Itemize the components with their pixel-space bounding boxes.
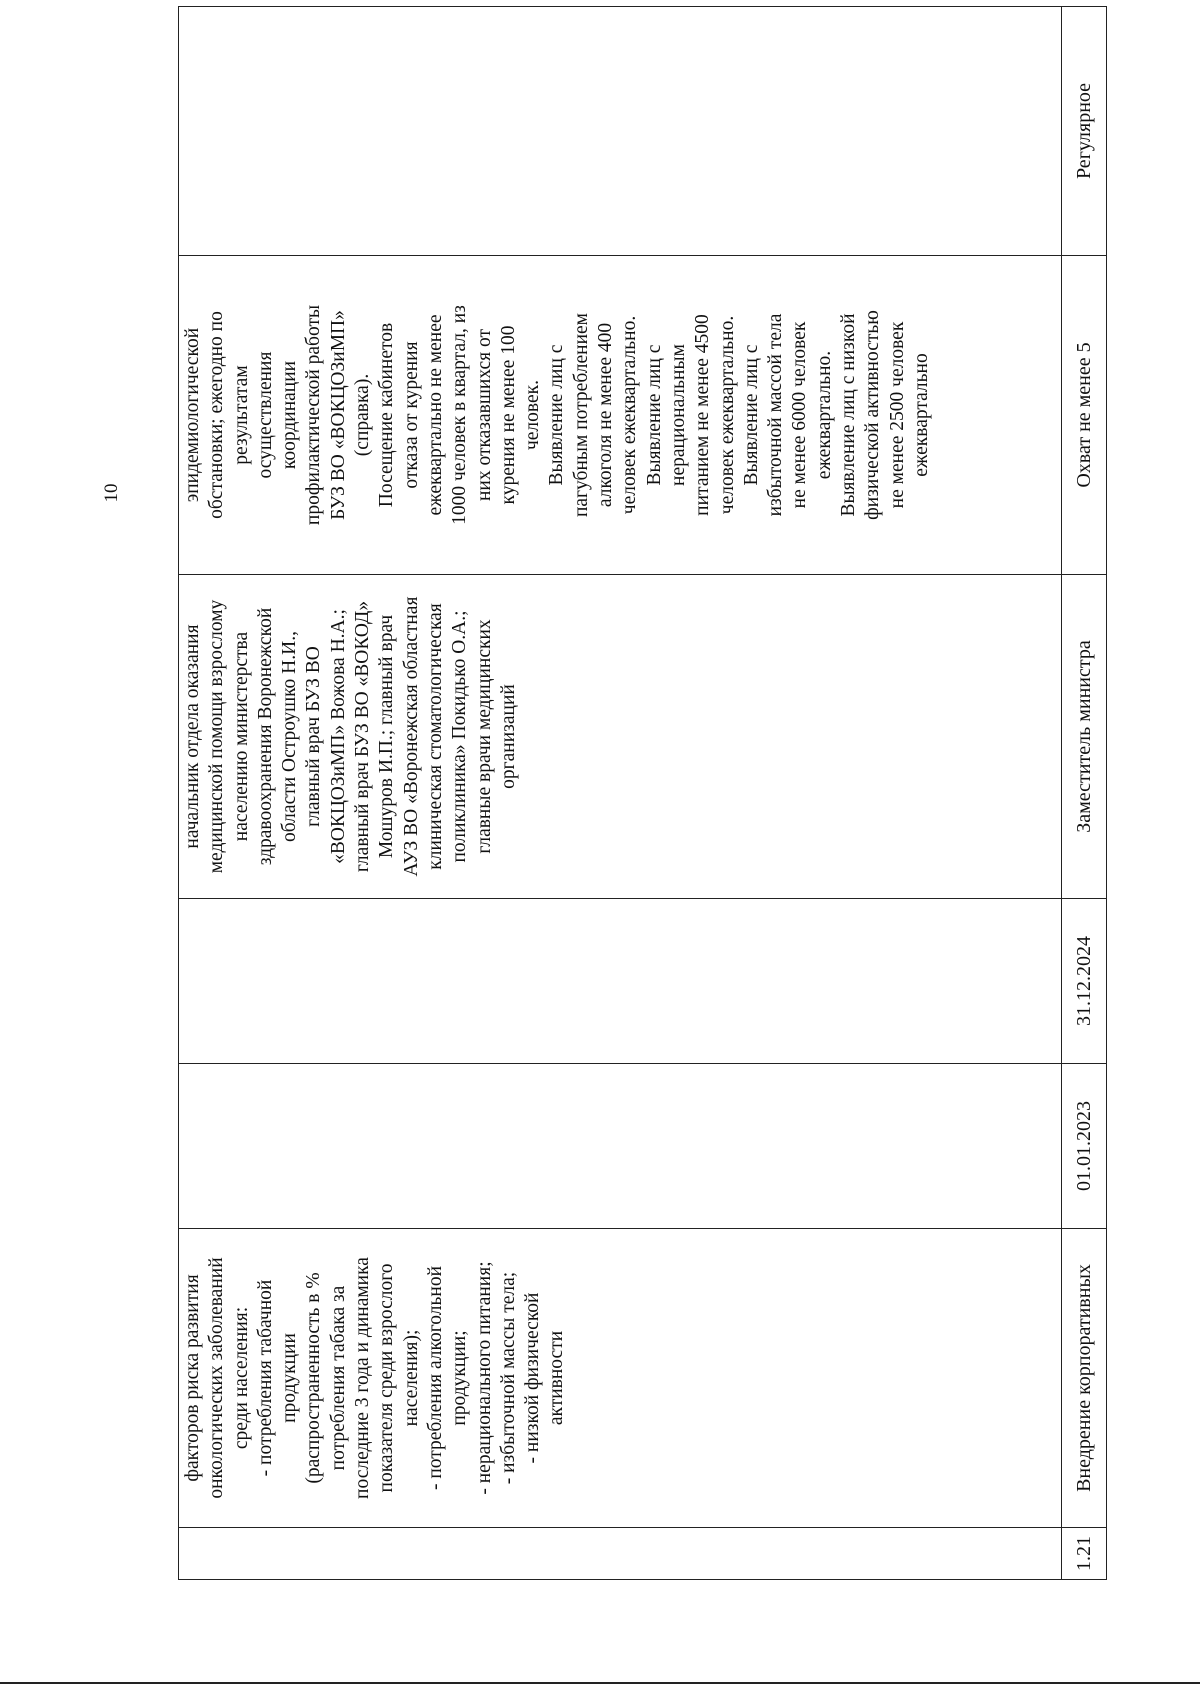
- text-line: главный врач БУЗ ВО «ВОКОД»: [352, 600, 374, 873]
- text-line: Выявление лиц с: [643, 344, 665, 486]
- text-line: нерациональным: [667, 344, 689, 486]
- cell-activity-name: Внедрение корпоративных: [1062, 1229, 1107, 1528]
- text-line: (распространенность в %: [303, 1272, 325, 1484]
- text-line: области Остроушко Н.И.,: [279, 631, 301, 842]
- page-number: 10: [101, 483, 122, 503]
- text-line: клиническая стоматологическая: [424, 603, 446, 870]
- text-line: населению министерства: [230, 631, 252, 842]
- page-bottom-rule: [0, 1682, 1200, 1684]
- text-line: человек ежеквартально.: [716, 315, 738, 515]
- text-line: не менее 6000 человек: [789, 321, 811, 509]
- cell-end-date: [179, 899, 1062, 1064]
- text-line: пагубным потреблением: [570, 312, 592, 518]
- text-line: медицинской помощи взрослому: [206, 599, 228, 874]
- cell-responsible: [179, 575, 1062, 899]
- text-line: осуществления: [254, 351, 276, 479]
- responsible-lines: [181, 579, 521, 894]
- text-line: результатам: [230, 365, 252, 465]
- text-line: избыточной массой тела: [765, 313, 787, 517]
- text-line: - избыточной массы тела;: [497, 1271, 519, 1485]
- result-lines: [181, 260, 934, 570]
- cell-end-date: 31.12.2024: [1062, 899, 1107, 1064]
- text-line: ежеквартально.: [813, 350, 835, 480]
- cell-start-date: [179, 1064, 1062, 1229]
- text-line: активности: [546, 1330, 568, 1426]
- text-line: (справка).: [352, 373, 374, 457]
- text-line: алкоголя не менее 400: [595, 322, 617, 508]
- text-line: потребления табака за: [327, 1285, 349, 1471]
- text-line: Мошуров И.П.; главный врач: [376, 614, 398, 859]
- text-line: 1000 человек в квартал, из: [449, 305, 471, 525]
- text-line: питанием не менее 4500: [692, 314, 714, 516]
- cell-periodicity: [179, 7, 1062, 256]
- text-line: ежеквартально не менее: [424, 314, 446, 516]
- text-line: поликлиника» Покидько О.А.;: [449, 610, 471, 863]
- cell-result: Охват не менее 5: [1062, 256, 1107, 575]
- text-line: - низкой физической: [522, 1292, 544, 1464]
- activity-name-lines: [181, 1233, 570, 1523]
- text-line: не менее 2500 человек: [886, 321, 908, 509]
- table-row: [179, 7, 1062, 1580]
- text-line: населения);: [400, 1329, 422, 1427]
- text-line: продукции;: [449, 1330, 471, 1426]
- cell-number: 1.21: [1062, 1528, 1107, 1580]
- text-line: них отказавшихся от: [473, 328, 495, 502]
- text-line: онкологических заболеваний: [206, 1257, 228, 1499]
- text-line: Выявление лиц с низкой: [838, 313, 860, 517]
- text-line: Посещение кабинетов: [376, 322, 398, 508]
- rotated-table: [178, 70, 1103, 1580]
- text-line: факторов риска развития: [182, 1274, 203, 1482]
- text-line: профилактической работы: [303, 304, 325, 526]
- text-line: отказа от курения: [400, 341, 422, 489]
- text-line: Выявление лиц с: [546, 344, 568, 486]
- text-line: - потребления алкогольной: [424, 1265, 446, 1491]
- plan-table: [178, 6, 1107, 1580]
- text-line: обстановки; ежегодно по: [206, 311, 228, 519]
- text-line: начальник отдела оказания: [182, 624, 203, 849]
- text-line: - потребления табачной: [254, 1279, 276, 1477]
- text-line: последние 3 года и динамика: [352, 1257, 374, 1499]
- cell-start-date: 01.01.2023: [1062, 1064, 1107, 1229]
- text-line: ежеквартально: [910, 353, 932, 477]
- text-line: БУЗ ВО «ВОКЦОЗиМП»: [327, 310, 349, 520]
- text-line: среди населения:: [230, 1306, 252, 1450]
- text-line: эпидемиологической: [182, 327, 203, 503]
- table-row: [1062, 7, 1107, 1580]
- cell-result: [179, 256, 1062, 575]
- text-line: главные врачи медицинских: [473, 619, 495, 854]
- text-line: организаций: [497, 684, 519, 789]
- text-line: - нерационального питания;: [473, 1261, 495, 1495]
- cell-number: [179, 1528, 1062, 1580]
- cell-responsible: Заместитель министра: [1062, 575, 1107, 899]
- text-line: показателя среди взрослого: [376, 1263, 398, 1493]
- text-line: здравоохранения Воронежской: [254, 607, 276, 866]
- text-line: «ВОКЦОЗиМП» Вожова Н.А.;: [327, 609, 349, 864]
- cell-periodicity: Регулярное: [1062, 7, 1107, 256]
- text-line: Выявление лиц с: [740, 344, 762, 486]
- text-line: физической активностью: [862, 310, 884, 520]
- text-line: курения не менее 100: [497, 325, 519, 505]
- text-line: человек ежеквартально.: [619, 315, 641, 515]
- text-line: человек.: [522, 379, 544, 451]
- text-line: главный врач БУЗ ВО: [303, 646, 325, 827]
- text-line: координации: [279, 360, 301, 470]
- cell-activity-name: [179, 1229, 1062, 1528]
- text-line: продукции: [279, 1333, 301, 1423]
- text-line: АУЗ ВО «Воронежская областная: [400, 596, 422, 877]
